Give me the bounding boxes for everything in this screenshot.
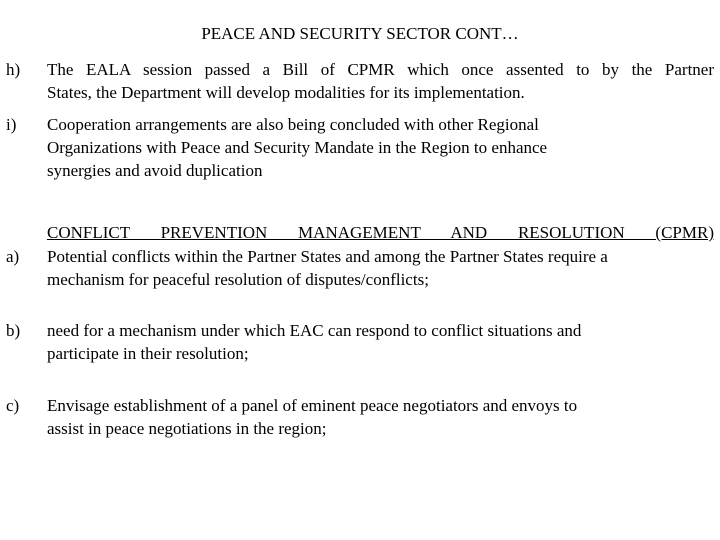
section-heading: CONFLICT PREVENTION MANAGEMENT AND RESOLUTION (CPMR) — [47, 223, 714, 242]
item-line: States, the Department will develop modalities for its implementation. — [47, 83, 525, 102]
item-text — [47, 319, 714, 365]
item-label: a) — [6, 247, 20, 266]
item-label: c) — [6, 396, 20, 415]
item-line: Potential conflicts within the Partner States and among the Partner States require a — [47, 247, 608, 266]
slide-title: PEACE AND SECURITY SECTOR CONT… — [201, 24, 519, 43]
item-text — [47, 394, 714, 440]
item-line: need for a mechanism under which EAC can respond to conflict situations and — [47, 321, 582, 340]
item-text — [47, 245, 714, 291]
item-label: i) — [6, 115, 17, 134]
item-line: Cooperation arrangements are also being concluded with other Regional — [47, 115, 539, 134]
item-label: b) — [6, 321, 21, 340]
item-line: mechanism for peaceful resolution of disputes/conflicts; — [47, 270, 429, 289]
item-text — [47, 113, 714, 182]
item-line: The EALA session passed a Bill of CPMR which once assented to by the Partner — [47, 60, 714, 79]
item-line: assist in peace negotiations in the region; — [47, 419, 327, 438]
item-line: Envisage establishment of a panel of eminent peace negotiators and envoys to — [47, 396, 578, 415]
item-line: participate in their resolution; — [47, 344, 249, 363]
item-line: synergies and avoid duplication — [47, 161, 263, 180]
item-line: Organizations with Peace and Security Mandate in the Region to enhance — [47, 138, 548, 157]
item-text — [47, 58, 714, 104]
item-label: h) — [6, 60, 21, 79]
